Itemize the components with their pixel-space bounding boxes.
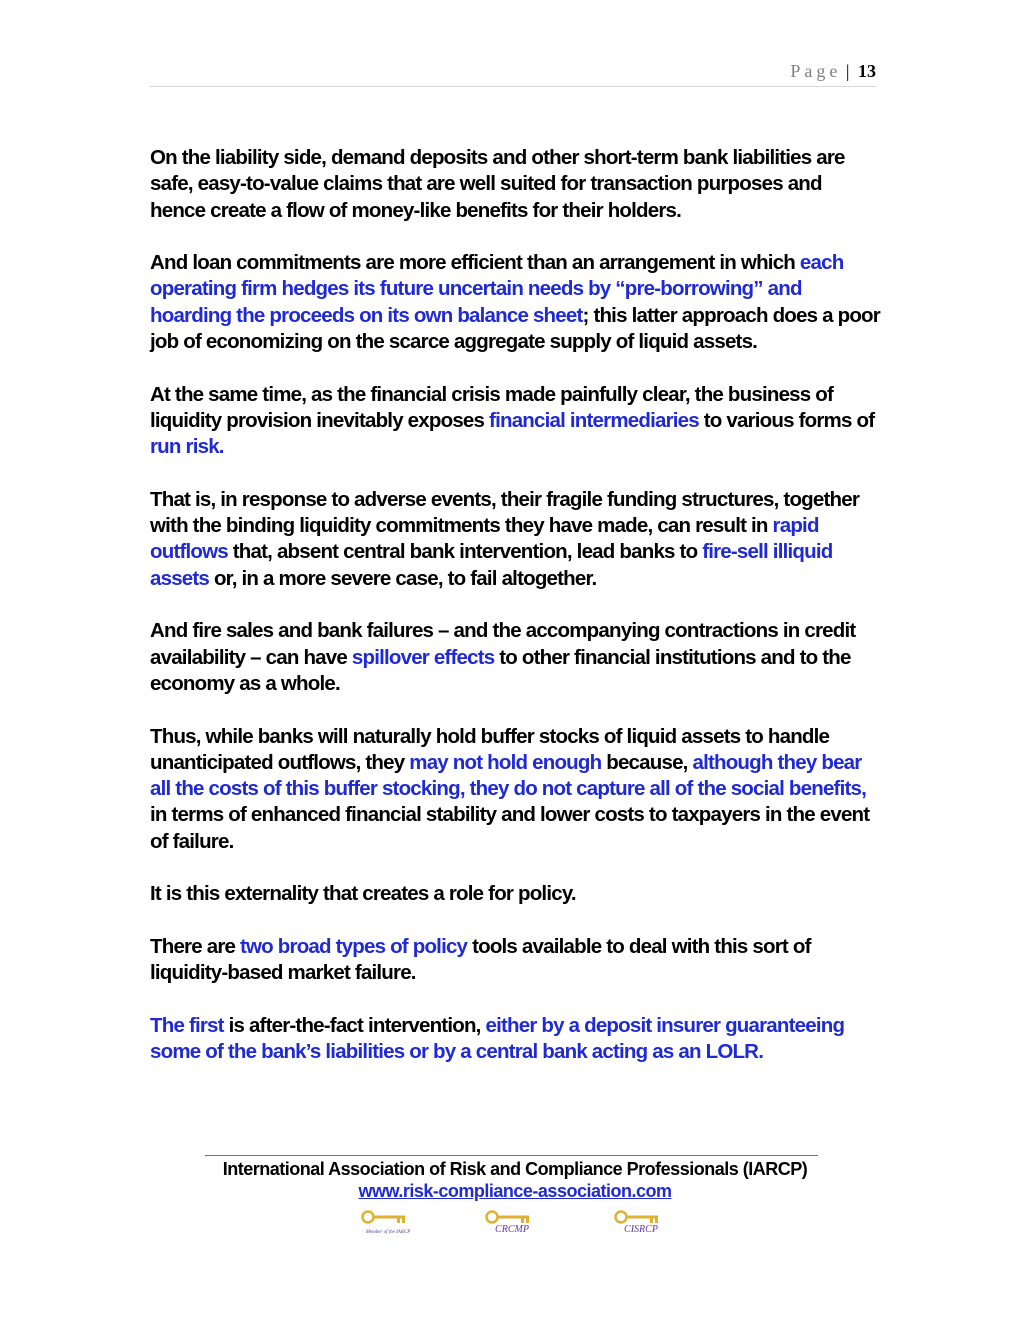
- body-text: And fire sales and bank failures – and the accompanying contractions in credit availability – can have: [150, 619, 856, 669]
- body-text: And loan commitments are more efficient than an arrangement in which: [150, 251, 800, 275]
- page-header: [150, 58, 876, 87]
- logo-label: CRCMP: [495, 1224, 529, 1235]
- page-separator: |: [845, 61, 850, 81]
- crcmp-logo: [485, 1210, 539, 1236]
- page-label: Page: [790, 61, 842, 81]
- cisrcp-logo: [614, 1210, 668, 1236]
- member-logo: [361, 1210, 415, 1236]
- body-text: because,: [601, 750, 693, 774]
- highlighted-text: fire-sell illiquid assets: [150, 540, 833, 590]
- highlighted-text: each operating firm hedges its future uncertain needs by “pre-borrowing” and hoarding the proceeds on its own balance sheet: [150, 251, 844, 327]
- paragraph: [150, 382, 880, 461]
- body-text: in terms of enhanced financial stability and lower costs to taxpayers in the event of failure.: [150, 803, 870, 853]
- highlighted-text: although they bear all the costs of this buffer stocking, they do not capture all of the social benefits,: [150, 750, 867, 801]
- highlighted-text: The first: [150, 1013, 224, 1037]
- body-text: that, absent central bank intervention, lead banks to: [227, 540, 703, 564]
- paragraph: [150, 1013, 880, 1066]
- paragraph: [150, 881, 880, 907]
- paragraph: [150, 487, 880, 592]
- paragraph: [150, 724, 880, 855]
- body-text: At the same time, as the financial crisis made painfully clear, the business of liquidity provision inevitably exposes: [150, 382, 834, 432]
- body-text: There are: [150, 934, 240, 958]
- body-text: tools available to deal with this sort of liquidity-based market failure.: [150, 934, 811, 985]
- highlighted-text: spillover effects: [351, 645, 495, 669]
- highlighted-text: rapid outflows: [150, 514, 819, 564]
- footer-website-link[interactable]: www.risk-compliance-association.com: [358, 1181, 672, 1201]
- highlighted-text: financial intermediaries: [489, 408, 699, 432]
- highlighted-text: two broad types of policy: [240, 934, 468, 958]
- logo-label: CISRCP: [624, 1224, 658, 1235]
- body-text: or, in a more severe case, to fail altogether.: [209, 566, 597, 590]
- footer-divider: [205, 1155, 818, 1156]
- body-text: to various forms of: [698, 408, 875, 432]
- highlighted-text: either by a deposit insurer guaranteeing some of the bank’s liabilities or by a central bank acting as an LOLR.: [150, 1013, 845, 1064]
- body-text: That is, in response to adverse events, their fragile funding structures, together with the binding liquidity commitments they have made, can result in: [150, 487, 860, 538]
- paragraph: [150, 934, 880, 987]
- key-logo-icon: [361, 1210, 415, 1226]
- paragraph: [150, 618, 880, 697]
- body-text: to other financial institutions and to the economy as a whole.: [150, 645, 851, 695]
- footer-logos: [0, 1210, 1024, 1240]
- body-text: is after-the-fact intervention,: [223, 1013, 486, 1037]
- page-footer: [150, 1158, 880, 1202]
- paragraph: [150, 250, 880, 355]
- page-number: 13: [858, 61, 876, 81]
- body-text: Thus, while banks will naturally hold buffer stocks of liquid assets to handle unanticipated outflows, they: [150, 724, 830, 774]
- highlighted-text: run risk.: [150, 435, 224, 459]
- highlighted-text: may not hold enough: [409, 750, 602, 774]
- paragraph: [150, 145, 880, 224]
- footer-organization: International Association of Risk and Compliance Professionals (IARCP): [222, 1159, 808, 1179]
- body-text: It is this externality that creates a role for policy.: [150, 882, 576, 906]
- logo-label: Member of the IARCP: [365, 1230, 411, 1235]
- body-text: On the liability side, demand deposits and other short-term bank liabilities are safe, easy-to-value claims that are well suited for transaction purposes and hence create a flow of money-like benefits for their holders.: [150, 146, 845, 222]
- body-text: ; this latter approach does a poor job of economizing on the scarce aggregate supply of liquid assets.: [150, 303, 880, 354]
- document-body: [150, 145, 880, 1092]
